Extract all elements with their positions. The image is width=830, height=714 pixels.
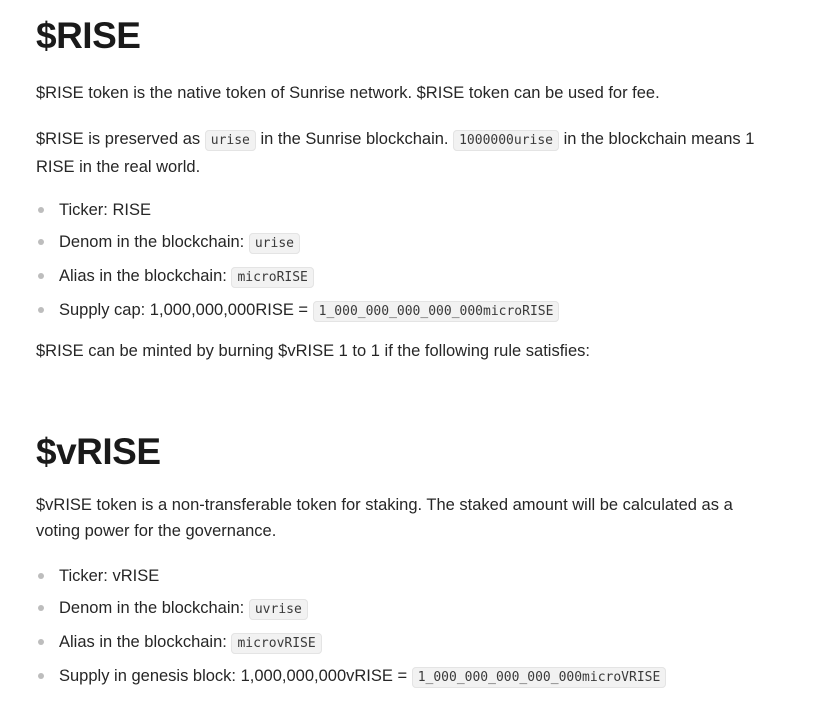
rise-alias-code: microRISE bbox=[231, 267, 313, 288]
vrise-alias-code: microvRISE bbox=[231, 633, 321, 654]
bullet-icon bbox=[38, 605, 44, 611]
list-item bbox=[36, 294, 796, 328]
bullet-icon bbox=[38, 239, 44, 245]
vrise-properties-list bbox=[36, 560, 796, 694]
bullet-icon bbox=[38, 307, 44, 313]
bullet-icon bbox=[38, 273, 44, 279]
urise-code: urise bbox=[205, 130, 256, 151]
vrise-supply-code: 1_000_000_000_000_000microVRISE bbox=[412, 667, 667, 688]
vrise-heading: $vRISE bbox=[36, 431, 161, 472]
rise-preserved-text-3: in the blockchain means 1 RISE in the real world. bbox=[36, 130, 755, 176]
vrise-alias-label: Alias in the blockchain: bbox=[59, 633, 232, 651]
bullet-icon bbox=[38, 573, 44, 579]
rise-preserved-text-2: in the Sunrise blockchain. bbox=[255, 130, 454, 148]
list-item bbox=[36, 626, 796, 660]
vrise-supply-label: Supply in genesis block: 1,000,000,000vRISE = bbox=[59, 667, 412, 685]
vrise-intro: $vRISE token is a non-transferable token for staking. The staked amount will be calculated as a voting power for the governance. bbox=[36, 496, 733, 540]
rise-heading: $RISE bbox=[36, 15, 141, 56]
rise-alias-label: Alias in the blockchain: bbox=[59, 267, 232, 285]
rise-ticker: Ticker: RISE bbox=[59, 201, 151, 219]
rise-supply-label: Supply cap: 1,000,000,000RISE = bbox=[59, 301, 313, 319]
list-item bbox=[36, 260, 796, 294]
rise-preserved-paragraph bbox=[36, 126, 796, 180]
rise-supply-code: 1_000_000_000_000_000microRISE bbox=[313, 301, 560, 322]
rise-minted-paragraph: $RISE can be minted by burning $vRISE 1 to 1 if the following rule satisfies: bbox=[36, 342, 590, 360]
list-item bbox=[36, 226, 796, 260]
list-item bbox=[36, 660, 796, 694]
vrise-denom-label: Denom in the blockchain: bbox=[59, 599, 249, 617]
list-item bbox=[36, 194, 796, 226]
rise-preserved-text-1: $RISE is preserved as bbox=[36, 130, 205, 148]
list-item bbox=[36, 592, 796, 626]
bullet-icon bbox=[38, 639, 44, 645]
rise-properties-list bbox=[36, 194, 796, 328]
vrise-denom-code: uvrise bbox=[249, 599, 308, 620]
vrise-ticker: Ticker: vRISE bbox=[59, 567, 160, 585]
bullet-icon bbox=[38, 673, 44, 679]
rise-denom-label: Denom in the blockchain: bbox=[59, 233, 249, 251]
bullet-icon bbox=[38, 207, 44, 213]
million-urise-code: 1000000urise bbox=[453, 130, 559, 151]
list-item bbox=[36, 560, 796, 592]
rise-intro: $RISE token is the native token of Sunrise network. $RISE token can be used for fee. bbox=[36, 84, 660, 102]
rise-denom-code: urise bbox=[249, 233, 300, 254]
